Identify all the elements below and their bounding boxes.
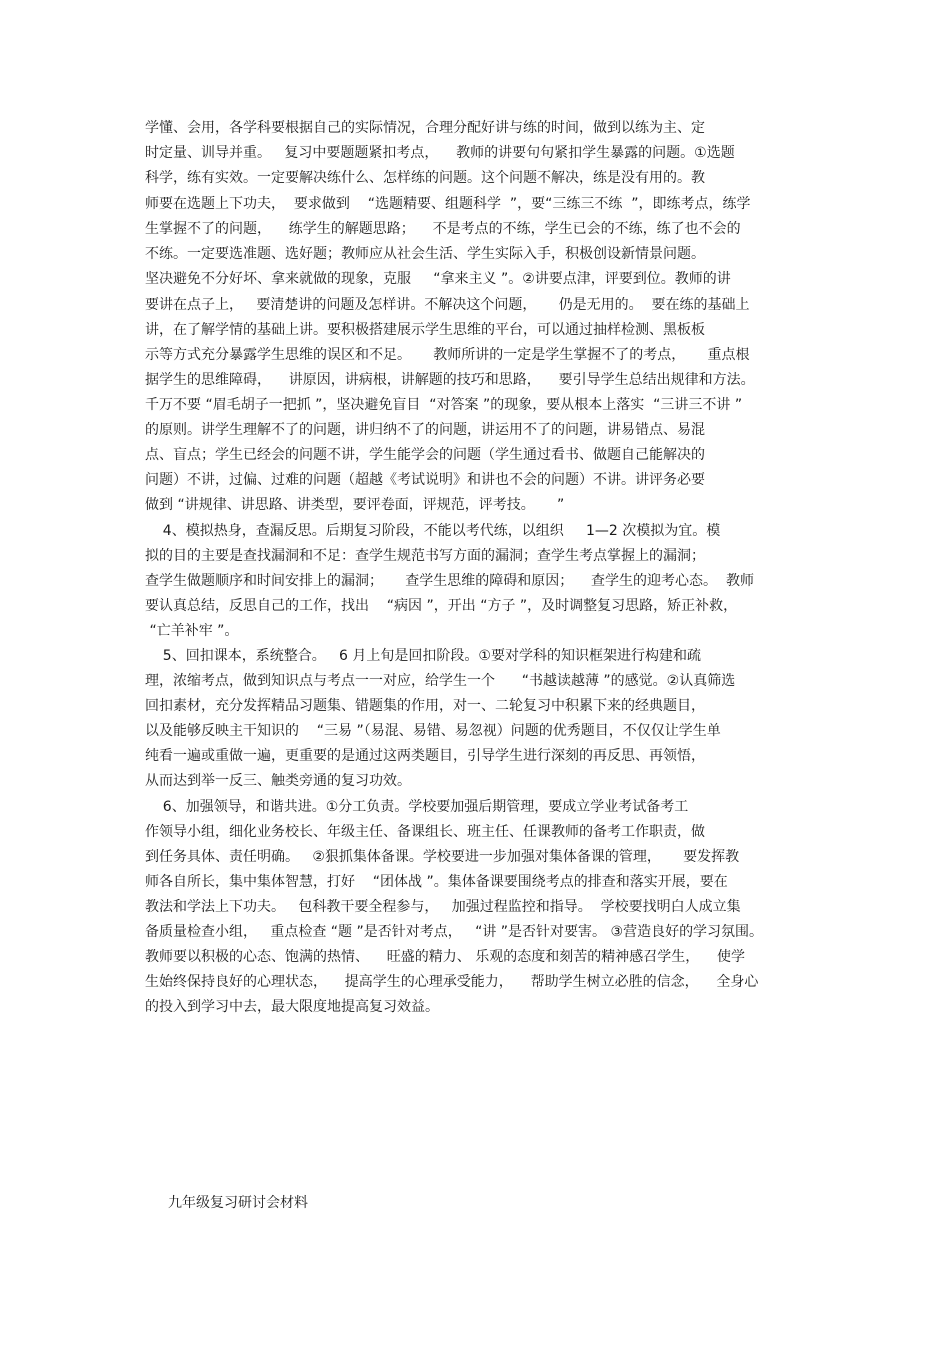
text-line: 问题）不讲，过偏、过难的问题（超越《考试说明》和讲也不会的问题）不讲。讲评务必要 xyxy=(145,472,705,488)
text-line: 师要在选题上下功夫， 要求做到 “选题精要、组题科学 ”，要“三练三不练 ”，即练考点，练学 xyxy=(145,196,751,212)
text-line: 示等方式充分暴露学生思维的误区和不足。 教师所讲的一定是学生掌握不了的考点， 重点根 xyxy=(145,347,750,363)
text-line: 拟的目的主要是查找漏洞和不足：查学生规范书写方面的漏洞；查学生考点掌握上的漏洞； xyxy=(145,548,705,564)
text-line: 科学，练有实效。一定要解决练什么、怎样练的问题。这个问题不解决，练是没有用的。教 xyxy=(145,170,705,186)
text-line: 要讲在点子上， 要清楚讲的问题及怎样讲。不解决这个问题， 仍是无用的。 要在练的基础上 xyxy=(145,297,750,313)
text-line: “亡羊补牢 ”。 xyxy=(145,623,239,639)
text-line: 查学生做题顺序和时间安排上的漏洞； 查学生思维的障碍和原因； 查学生的迎考心态。 教师 xyxy=(145,573,754,589)
text-line: 理，浓缩考点，做到知识点与考点一一对应，给学生一个 “书越读越薄 ”的感觉。②认真筛选 xyxy=(145,673,736,689)
text-line: 教师要以积极的心态、饱满的热情、 旺盛的精力、 乐观的态度和刻苦的精神感召学生， 使学 xyxy=(145,949,746,965)
text-line: 讲，在了解学情的基础上讲。要积极搭建展示学生思维的平台，可以通过抽样检测、黑板板 xyxy=(145,322,705,338)
paragraph-4-line: 4、模拟热身，查漏反思。后期复习阶段，不能以考代练，以组织 1—2 次模拟为宜。模 xyxy=(145,523,721,539)
text-line: 点、盲点；学生已经会的问题不讲，学生能学会的问题（学生通过看书、做题自己能解决的 xyxy=(145,447,705,463)
text-line: 做到 “讲规律、讲思路、讲类型，要评卷面，评规范，评考技。 ” xyxy=(145,497,565,513)
text-line: 纯看一遍或重做一遍，更重要的是通过这两类题目，引导学生进行深刻的再反思、再领悟， xyxy=(145,748,705,764)
text-line: 不练。一定要选准题、选好题；教师应从社会生活、学生实际入手，积极创设新情景问题。 xyxy=(145,246,705,262)
text-line: 作领导小组，细化业务校长、年级主任、备课组长、班主任、任课教师的备考工作职责，做 xyxy=(145,824,705,840)
paragraph-5-line: 5、回扣课本，系统整合。 6 月上旬是回扣阶段。①要对学科的知识框架进行构建和疏 xyxy=(145,648,701,664)
text-line: 生掌握不了的问题， 练学生的解题思路； 不是考点的不练，学生已会的不练，练了也不会的 xyxy=(145,221,741,237)
text-line: 的投入到学习中去，最大限度地提高复习效益。 xyxy=(145,999,439,1015)
paragraph-6-line: 6、加强领导，和谐共进。①分工负责。学校要加强后期管理，要成立学业考试备考工 xyxy=(145,799,689,815)
document-footer-title: 九年级复习研讨会材料 xyxy=(168,1195,308,1211)
text-line: 的原则。讲学生理解不了的问题，讲归纳不了的问题，讲运用不了的问题，讲易错点、易混 xyxy=(145,422,705,438)
text-line: 以及能够反映主干知识的 “三易 ”（易混、易错、易忽视）问题的优秀题目，不仅仅让学生单 xyxy=(145,723,721,739)
text-line: 时定量、训导并重。 复习中要题题紧扣考点， 教师的讲要句句紧扣学生暴露的问题。①选题 xyxy=(145,145,735,161)
text-line: 据学生的思维障碍， 讲原因，讲病根，讲解题的技巧和思路， 要引导学生总结出规律和方法。 xyxy=(145,372,755,388)
text-line: 学懂、会用，各学科要根据自己的实际情况，合理分配好讲与练的时间，做到以练为主、定 xyxy=(145,120,705,136)
text-line: 千万不要 “眉毛胡子一把抓 ”，坚决避免盲目 “对答案 ”的现象，要从根本上落实 “三讲三不讲 ” xyxy=(145,397,743,413)
text-line: 回扣素材，充分发挥精品习题集、错题集的作用，对一、二轮复习中积累下来的经典题目， xyxy=(145,698,705,714)
text-line: 坚决避免不分好坏、拿来就做的现象，克服 “拿来主义 ”。②讲要点津，评要到位。教师的讲 xyxy=(145,271,731,287)
text-line: 教法和学法上下功夫。 包科教干要全程参与， 加强过程监控和指导。 学校要找明白人成立集 xyxy=(145,899,741,915)
text-line: 要认真总结，反思自己的工作，找出 “病因 ”，开出 “方子 ”，及时调整复习思路，矫正补救， xyxy=(145,598,738,614)
text-line: 到任务具体、责任明确。 ②狠抓集体备课。学校要进一步加强对集体备课的管理， 要发挥教 xyxy=(145,849,740,865)
text-line: 从而达到举一反三、触类旁通的复习功效。 xyxy=(145,773,411,789)
text-line: 师各自所长，集中集体智慧，打好 “团体战 ”。集体备课要围绕考点的排查和落实开展，要在 xyxy=(145,874,728,890)
text-line: 生始终保持良好的心理状态， 提高学生的心理承受能力， 帮助学生树立必胜的信念， 全身心 xyxy=(145,974,759,990)
text-line: 备质量检查小组， 重点检查 “题 ”是否针对考点， “讲 ”是否针对要害。 ③营造良好的学习氛围。 xyxy=(145,924,764,940)
